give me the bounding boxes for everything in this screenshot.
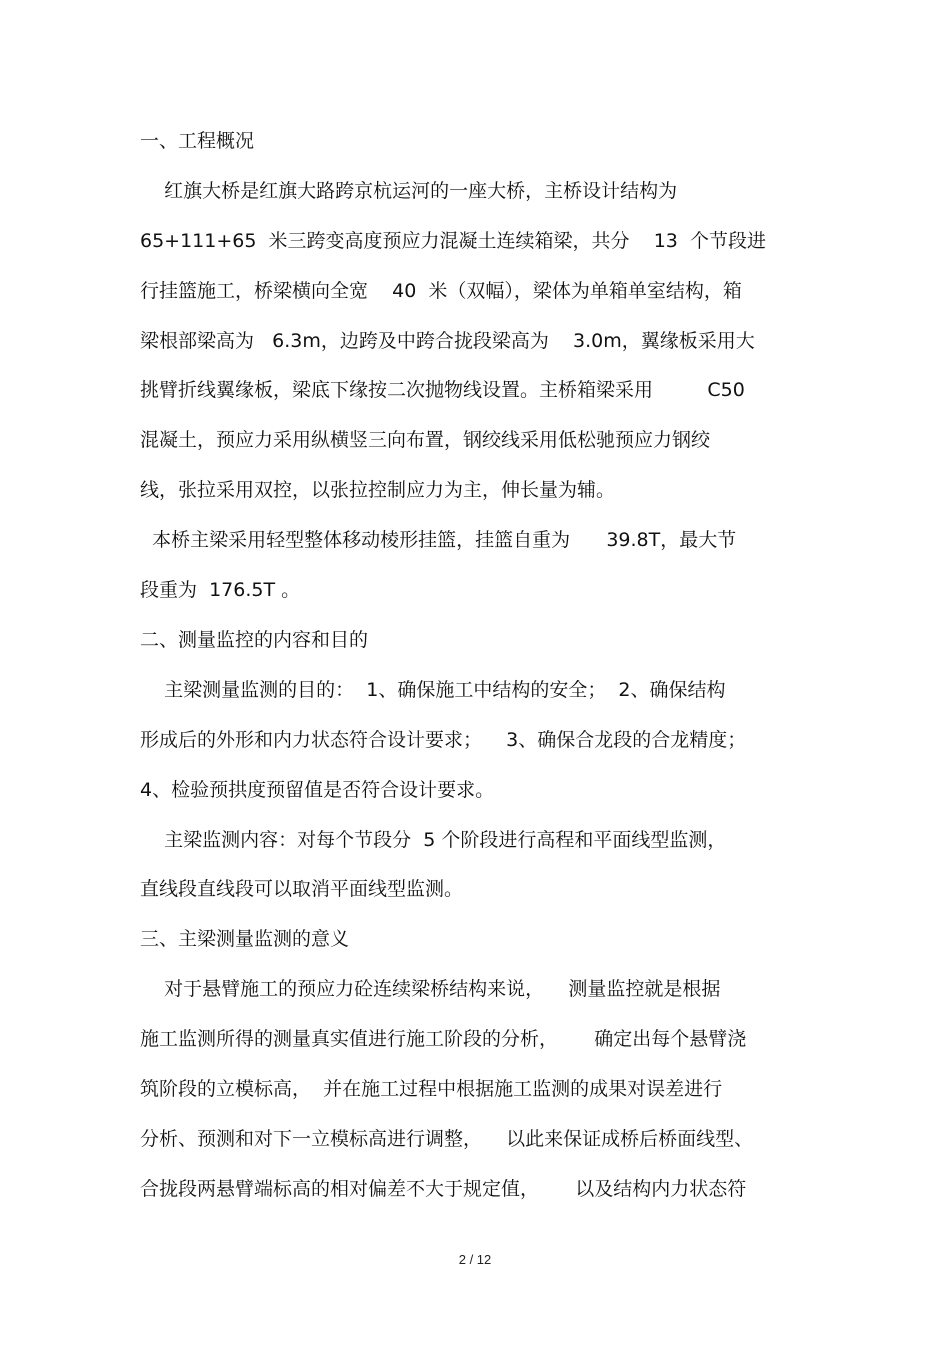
paragraph-line: 挑臂折线翼缘板，梁底下缘按二次抛物线设置。主桥箱梁采用 C50 — [140, 379, 745, 401]
paragraph-line: 合拢段两悬臂端标高的相对偏差不大于规定值， 以及结构内力状态符 — [140, 1178, 747, 1200]
paragraph-line: 直线段直线段可以取消平面线型监测。 — [140, 878, 464, 900]
paragraph-line: 分析、预测和对下一立模标高进行调整， 以此来保证成桥后桥面线型、 — [140, 1128, 754, 1150]
paragraph-line: 行挂篮施工，桥梁横向全宽 40 米（双幅），梁体为单箱单室结构，箱 — [140, 280, 742, 302]
heading-monitoring-content: 二、测量监控的内容和目的 — [140, 629, 369, 651]
paragraph-line: 线，张拉采用双控，以张拉控制应力为主，伸长量为辅。 — [140, 479, 616, 501]
paragraph-line: 梁根部梁高为 6.3m，边跨及中跨合拢段梁高为 3.0m，翼缘板采用大 — [140, 330, 755, 352]
paragraph-line: 施工监测所得的测量真实值进行施工阶段的分析， 确定出每个悬臂浇 — [140, 1028, 747, 1050]
paragraph-line: 段重为 176.5T 。 — [140, 579, 301, 601]
paragraph-line: 筑阶段的立模标高， 并在施工过程中根据施工监测的成果对误差进行 — [140, 1078, 723, 1100]
paragraph-line: 本桥主梁采用轻型整体移动棱形挂篮，挂篮自重为 39.8T，最大节 — [140, 529, 737, 551]
paragraph-line: 红旗大桥是红旗大路跨京杭运河的一座大桥，主桥设计结构为 — [140, 180, 678, 202]
heading-project-overview: 一、工程概况 — [140, 130, 255, 152]
paragraph-line: 混凝土，预应力采用纵横竖三向布置，钢绞线采用低松驰预应力钢绞 — [140, 429, 711, 451]
page-number: 2 / 12 — [458, 1252, 492, 1267]
paragraph-line: 65+111+65 米三跨变高度预应力混凝土连续箱梁，共分 13 个节段进 — [140, 230, 766, 252]
heading-monitoring-significance: 三、主梁测量监测的意义 — [140, 928, 350, 950]
paragraph-line: 主梁监测内容：对每个节段分 5 个阶段进行高程和平面线型监测， — [140, 829, 727, 851]
paragraph-line: 4、检验预拱度预留值是否符合设计要求。 — [140, 779, 495, 801]
paragraph-line: 对于悬臂施工的预应力砼连续梁桥结构来说， 测量监控就是根据 — [140, 978, 721, 1000]
paragraph-line: 形成后的外形和内力状态符合设计要求； 3、确保合龙段的合龙精度； — [140, 729, 747, 751]
paragraph-line: 主梁测量监测的目的： 1、确保施工中结构的安全； 2、确保结构 — [140, 679, 726, 701]
